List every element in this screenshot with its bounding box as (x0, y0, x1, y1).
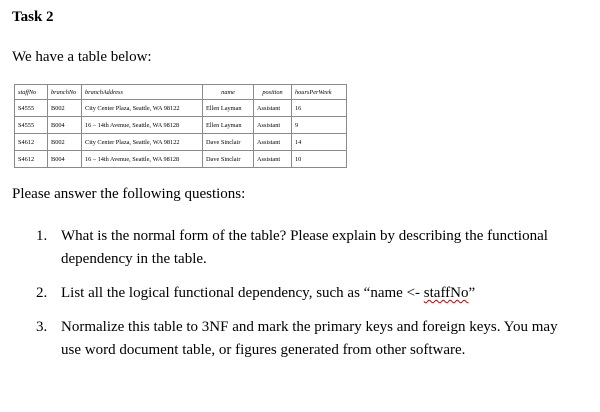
question-text: What is the normal form of the table? Please explain by describing the functional dependency in the table. (61, 228, 548, 267)
column-header-branchno: branchNo (48, 85, 82, 100)
table-row (15, 117, 347, 134)
cell-staffno: S4612 (15, 151, 48, 168)
cell-hoursperweek: 14 (292, 134, 347, 151)
cell-staffno: S4612 (15, 134, 48, 151)
cell-name: Ellen Layman (203, 100, 254, 117)
cell-branchaddress: 16 – 14th Avenue, Seattle, WA 98128 (82, 117, 203, 134)
table-row (15, 134, 347, 151)
question-item-1 (36, 225, 576, 271)
cell-position: Assistant (254, 100, 292, 117)
column-header-staffno: staffNo (15, 85, 48, 100)
question-number: 2. (36, 285, 48, 301)
question-item-3 (36, 316, 576, 362)
cell-name: Dave Sinclair (203, 151, 254, 168)
column-header-position: position (254, 85, 292, 100)
questions-prompt: Please answer the following questions: (12, 186, 246, 202)
question-number: 1. (36, 228, 48, 244)
cell-branchno: B002 (48, 134, 82, 151)
spellcheck-flagged-word: staffNo (423, 285, 469, 301)
cell-hoursperweek: 9 (292, 117, 347, 134)
table-row (15, 151, 347, 168)
column-header-name: name (203, 85, 254, 100)
cell-position: Assistant (254, 151, 292, 168)
cell-hoursperweek: 10 (292, 151, 347, 168)
cell-branchaddress: City Center Plaza, Seattle, WA 98122 (82, 100, 203, 117)
cell-hoursperweek: 16 (292, 100, 347, 117)
task-heading: Task 2 (12, 9, 54, 25)
cell-position: Assistant (254, 117, 292, 134)
question-item-2 (36, 282, 576, 305)
question-text-end: ” (468, 285, 476, 301)
column-header-hoursperweek: hoursPerWeek (292, 85, 347, 100)
cell-name: Dave Sinclair (203, 134, 254, 151)
staff-branch-table (14, 84, 347, 168)
cell-staffno: S4555 (15, 100, 48, 117)
question-list (36, 225, 576, 373)
table-header-row (15, 85, 347, 100)
table-row (15, 100, 347, 117)
cell-name: Ellen Layman (203, 117, 254, 134)
cell-branchno: B004 (48, 117, 82, 134)
cell-branchaddress: 16 – 14th Avenue, Seattle, WA 98128 (82, 151, 203, 168)
question-text: Normalize this table to 3NF and mark the primary keys and foreign keys. You may use word document table, or figures generated from other software. (61, 319, 558, 358)
cell-branchno: B002 (48, 100, 82, 117)
cell-branchno: B004 (48, 151, 82, 168)
column-header-branchaddress: branchAddress (82, 85, 203, 100)
cell-position: Assistant (254, 134, 292, 151)
question-text: List all the logical functional dependency, such as “name <- (61, 285, 424, 301)
question-number: 3. (36, 319, 48, 335)
intro-text: We have a table below: (12, 49, 152, 65)
cell-branchaddress: City Center Plaza, Seattle, WA 98122 (82, 134, 203, 151)
cell-staffno: S4555 (15, 117, 48, 134)
